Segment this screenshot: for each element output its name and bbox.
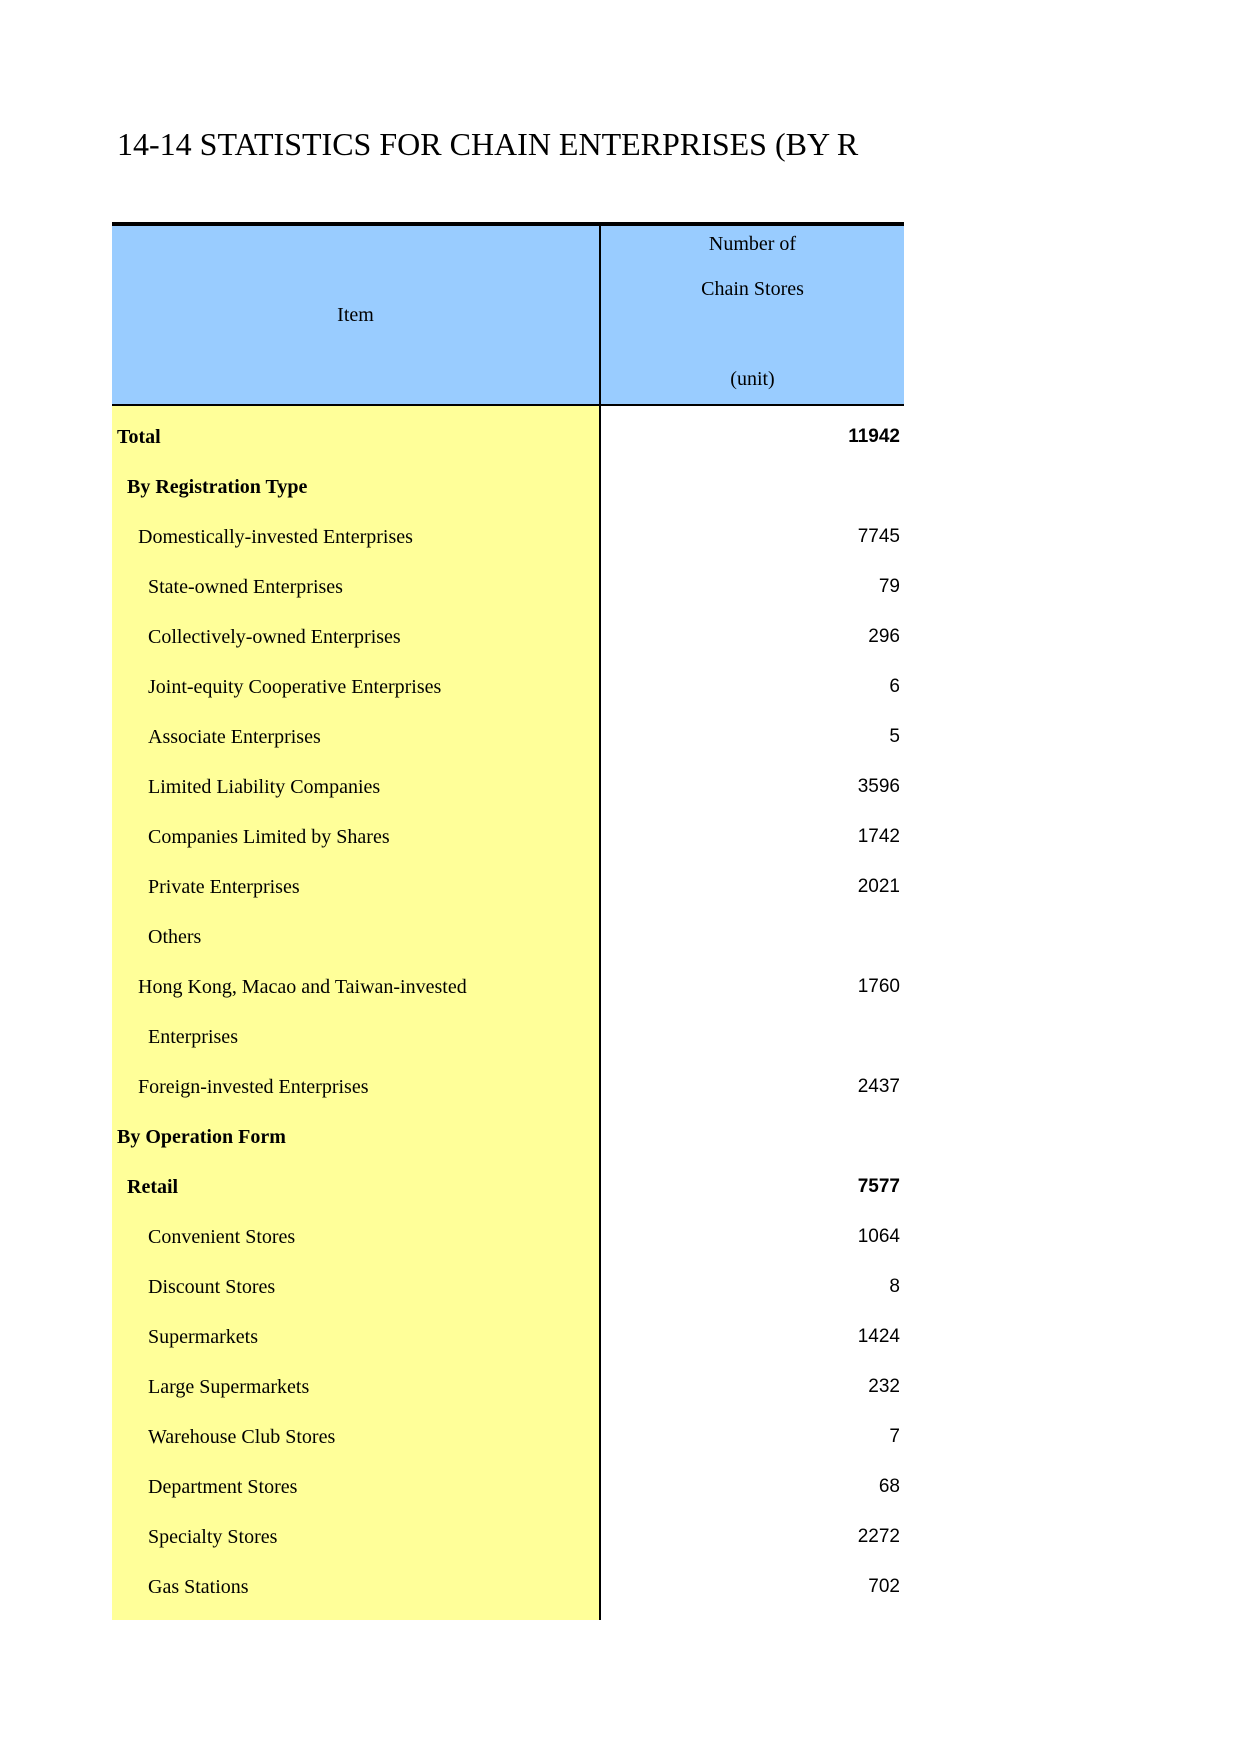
row-label: By Registration Type — [127, 476, 308, 498]
row-value: 1424 — [857, 1326, 900, 1347]
table-row — [112, 1412, 904, 1462]
row-label: Enterprises — [148, 1026, 238, 1048]
row-value: 1742 — [857, 826, 900, 847]
table-row — [112, 762, 904, 812]
page-title: 14-14 STATISTICS FOR CHAIN ENTERPRISES (BY R — [117, 126, 859, 162]
row-label: Warehouse Club Stores — [148, 1426, 336, 1448]
table-row — [112, 1162, 904, 1212]
table-row — [112, 812, 904, 862]
table-row — [112, 1312, 904, 1362]
row-label: Specialty Stores — [148, 1526, 278, 1548]
row-value: 2272 — [857, 1526, 900, 1547]
row-value: 232 — [868, 1376, 900, 1397]
table-row — [112, 1262, 904, 1312]
row-label: Supermarkets — [148, 1326, 258, 1348]
row-value: 8 — [889, 1276, 900, 1297]
row-label: Large Supermarkets — [148, 1376, 310, 1398]
row-value: 1760 — [857, 976, 900, 997]
row-label: Foreign-invested Enterprises — [138, 1076, 369, 1098]
row-label: Convenient Stores — [148, 1226, 296, 1248]
row-value: 7 — [889, 1426, 900, 1447]
row-value: 3596 — [857, 776, 900, 797]
table-row — [112, 612, 904, 662]
header-bottom-rule — [112, 404, 904, 406]
row-label: Collectively-owned Enterprises — [148, 626, 401, 648]
header-value-line2: Chain Stores — [701, 278, 804, 300]
table-row — [112, 1212, 904, 1262]
table-row — [112, 712, 904, 762]
table-row — [112, 662, 904, 712]
table-row — [112, 962, 904, 1012]
table-row — [112, 1112, 904, 1162]
table-row — [112, 1562, 904, 1612]
header-value-unit: (unit) — [730, 368, 775, 390]
row-value: 2437 — [857, 1076, 900, 1097]
row-value: 6 — [889, 676, 900, 697]
row-value: 702 — [868, 1576, 900, 1597]
table-row — [112, 462, 904, 512]
row-value: 68 — [878, 1476, 900, 1497]
table-row — [112, 862, 904, 912]
table-row — [112, 1062, 904, 1112]
table-row — [112, 1462, 904, 1512]
row-value: 11942 — [848, 426, 900, 447]
table-row — [112, 412, 904, 462]
table-row — [112, 1512, 904, 1562]
row-value: 5 — [889, 726, 900, 747]
row-label: Others — [148, 926, 202, 948]
header-item-cell — [112, 226, 599, 404]
row-label: Discount Stores — [148, 1276, 276, 1298]
row-label: Joint-equity Cooperative Enterprises — [148, 676, 442, 698]
row-label: State-owned Enterprises — [148, 576, 343, 598]
row-label: Private Enterprises — [148, 876, 300, 898]
table-row — [112, 1362, 904, 1412]
row-label: Retail — [127, 1176, 179, 1198]
header-item-label: Item — [337, 303, 374, 326]
row-value: 2021 — [857, 876, 900, 897]
row-value: 7577 — [857, 1176, 900, 1197]
row-label: Department Stores — [148, 1476, 298, 1498]
row-label: Gas Stations — [148, 1576, 249, 1598]
row-label: By Operation Form — [117, 1126, 286, 1148]
header-value-cell — [601, 226, 904, 404]
row-label: Associate Enterprises — [148, 726, 321, 748]
row-label: Hong Kong, Macao and Taiwan-invested — [138, 976, 467, 998]
row-label: Companies Limited by Shares — [148, 826, 390, 848]
table-row — [112, 512, 904, 562]
table-row — [112, 562, 904, 612]
row-value: 1064 — [857, 1226, 900, 1247]
table-row — [112, 912, 904, 962]
row-value: 296 — [868, 626, 900, 647]
row-value: 7745 — [857, 526, 900, 547]
table-row — [112, 1012, 904, 1062]
row-label: Limited Liability Companies — [148, 776, 381, 798]
header-value-line1: Number of — [708, 233, 797, 255]
row-value: 79 — [878, 576, 900, 597]
row-label: Total — [117, 426, 161, 448]
row-label: Domestically-invested Enterprises — [138, 526, 413, 548]
